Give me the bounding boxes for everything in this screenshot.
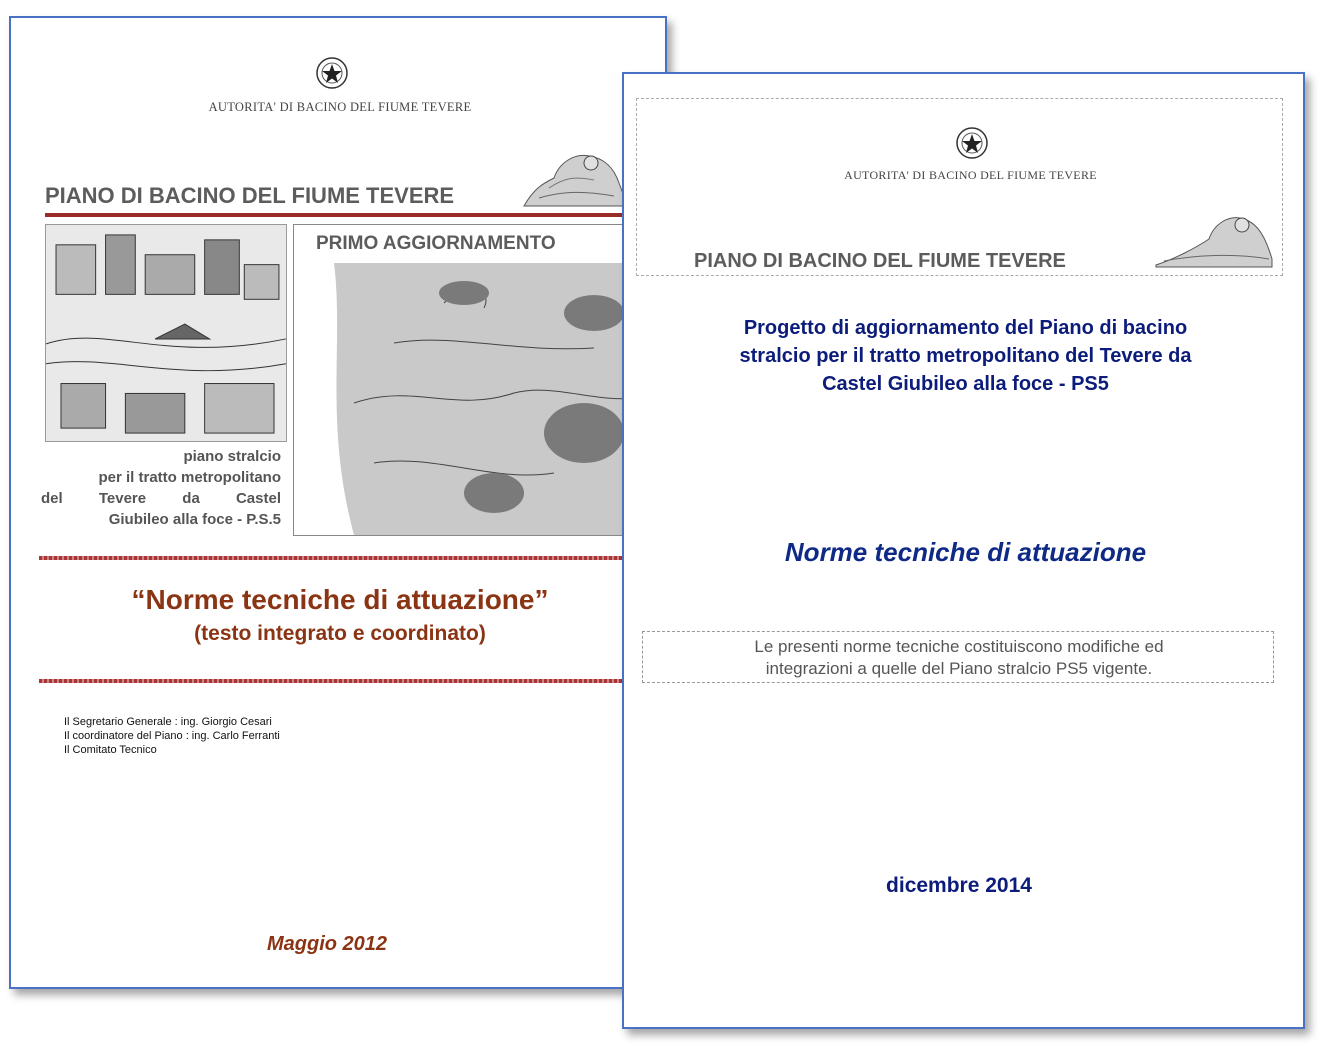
credit-line: Il Segretario Generale : ing. Giorgio Cesari (64, 716, 272, 728)
dotted-rule-top (39, 556, 639, 560)
map-panel (293, 224, 639, 536)
plan-title: PIANO DI BACINO DEL FIUME TEVERE (45, 183, 455, 208)
document-cover-2012 (9, 16, 667, 989)
statue-image (519, 148, 629, 210)
emblem-icon (955, 126, 989, 160)
note-line: integrazioni a quelle del Piano stralcio PS5 vigente. (765, 659, 1153, 678)
note-box (642, 631, 1274, 683)
document-cover-2014 (622, 72, 1305, 1029)
city-engraving-image (45, 224, 287, 442)
dotted-rule-bottom (39, 679, 639, 683)
doc-subtitle: (testo integrato e coordinato) (194, 622, 486, 645)
date-label: dicembre 2014 (886, 874, 1032, 897)
update-label: PRIMO AGGIORNAMENTO (316, 233, 556, 254)
emblem-icon (315, 56, 349, 90)
note-line: Le presenti norme tecniche costituiscono modifiche ed (754, 637, 1164, 656)
river-map-image (294, 263, 638, 535)
credits (64, 715, 280, 757)
authority-name: AUTORITA' DI BACINO DEL FIUME TEVERE (844, 168, 1097, 182)
doc-title: “Norme tecniche di attuazione” (131, 584, 549, 615)
credit-line: Il Comitato Tecnico (64, 744, 157, 756)
project-description (624, 314, 1305, 398)
doc-title: Norme tecniche di attuazione (784, 537, 1147, 567)
date-label: Maggio 2012 (267, 933, 388, 955)
authority-name: AUTORITA' DI BACINO DEL FIUME TEVERE (208, 100, 472, 114)
stralcio-line: Giubileo alla foce - P.S.5 (108, 511, 281, 528)
stralcio-line: per il tratto metropolitano (98, 469, 281, 486)
stralcio-line: del Tevere da Castel (41, 490, 281, 507)
stralcio-text (41, 446, 281, 530)
plan-title: PIANO DI BACINO DEL FIUME TEVERE (694, 250, 1066, 272)
stralcio-line: piano stralcio (183, 448, 281, 465)
project-line: stralcio per il tratto metropolitano del Tevere da (739, 345, 1192, 367)
credit-line: Il coordinatore del Piano : ing. Carlo Ferranti (64, 730, 280, 742)
title-rule (45, 213, 635, 217)
project-line: Progetto di aggiornamento del Piano di bacino (743, 317, 1188, 339)
statue-image (1154, 209, 1274, 271)
project-line: Castel Giubileo alla foce - PS5 (822, 373, 1109, 395)
